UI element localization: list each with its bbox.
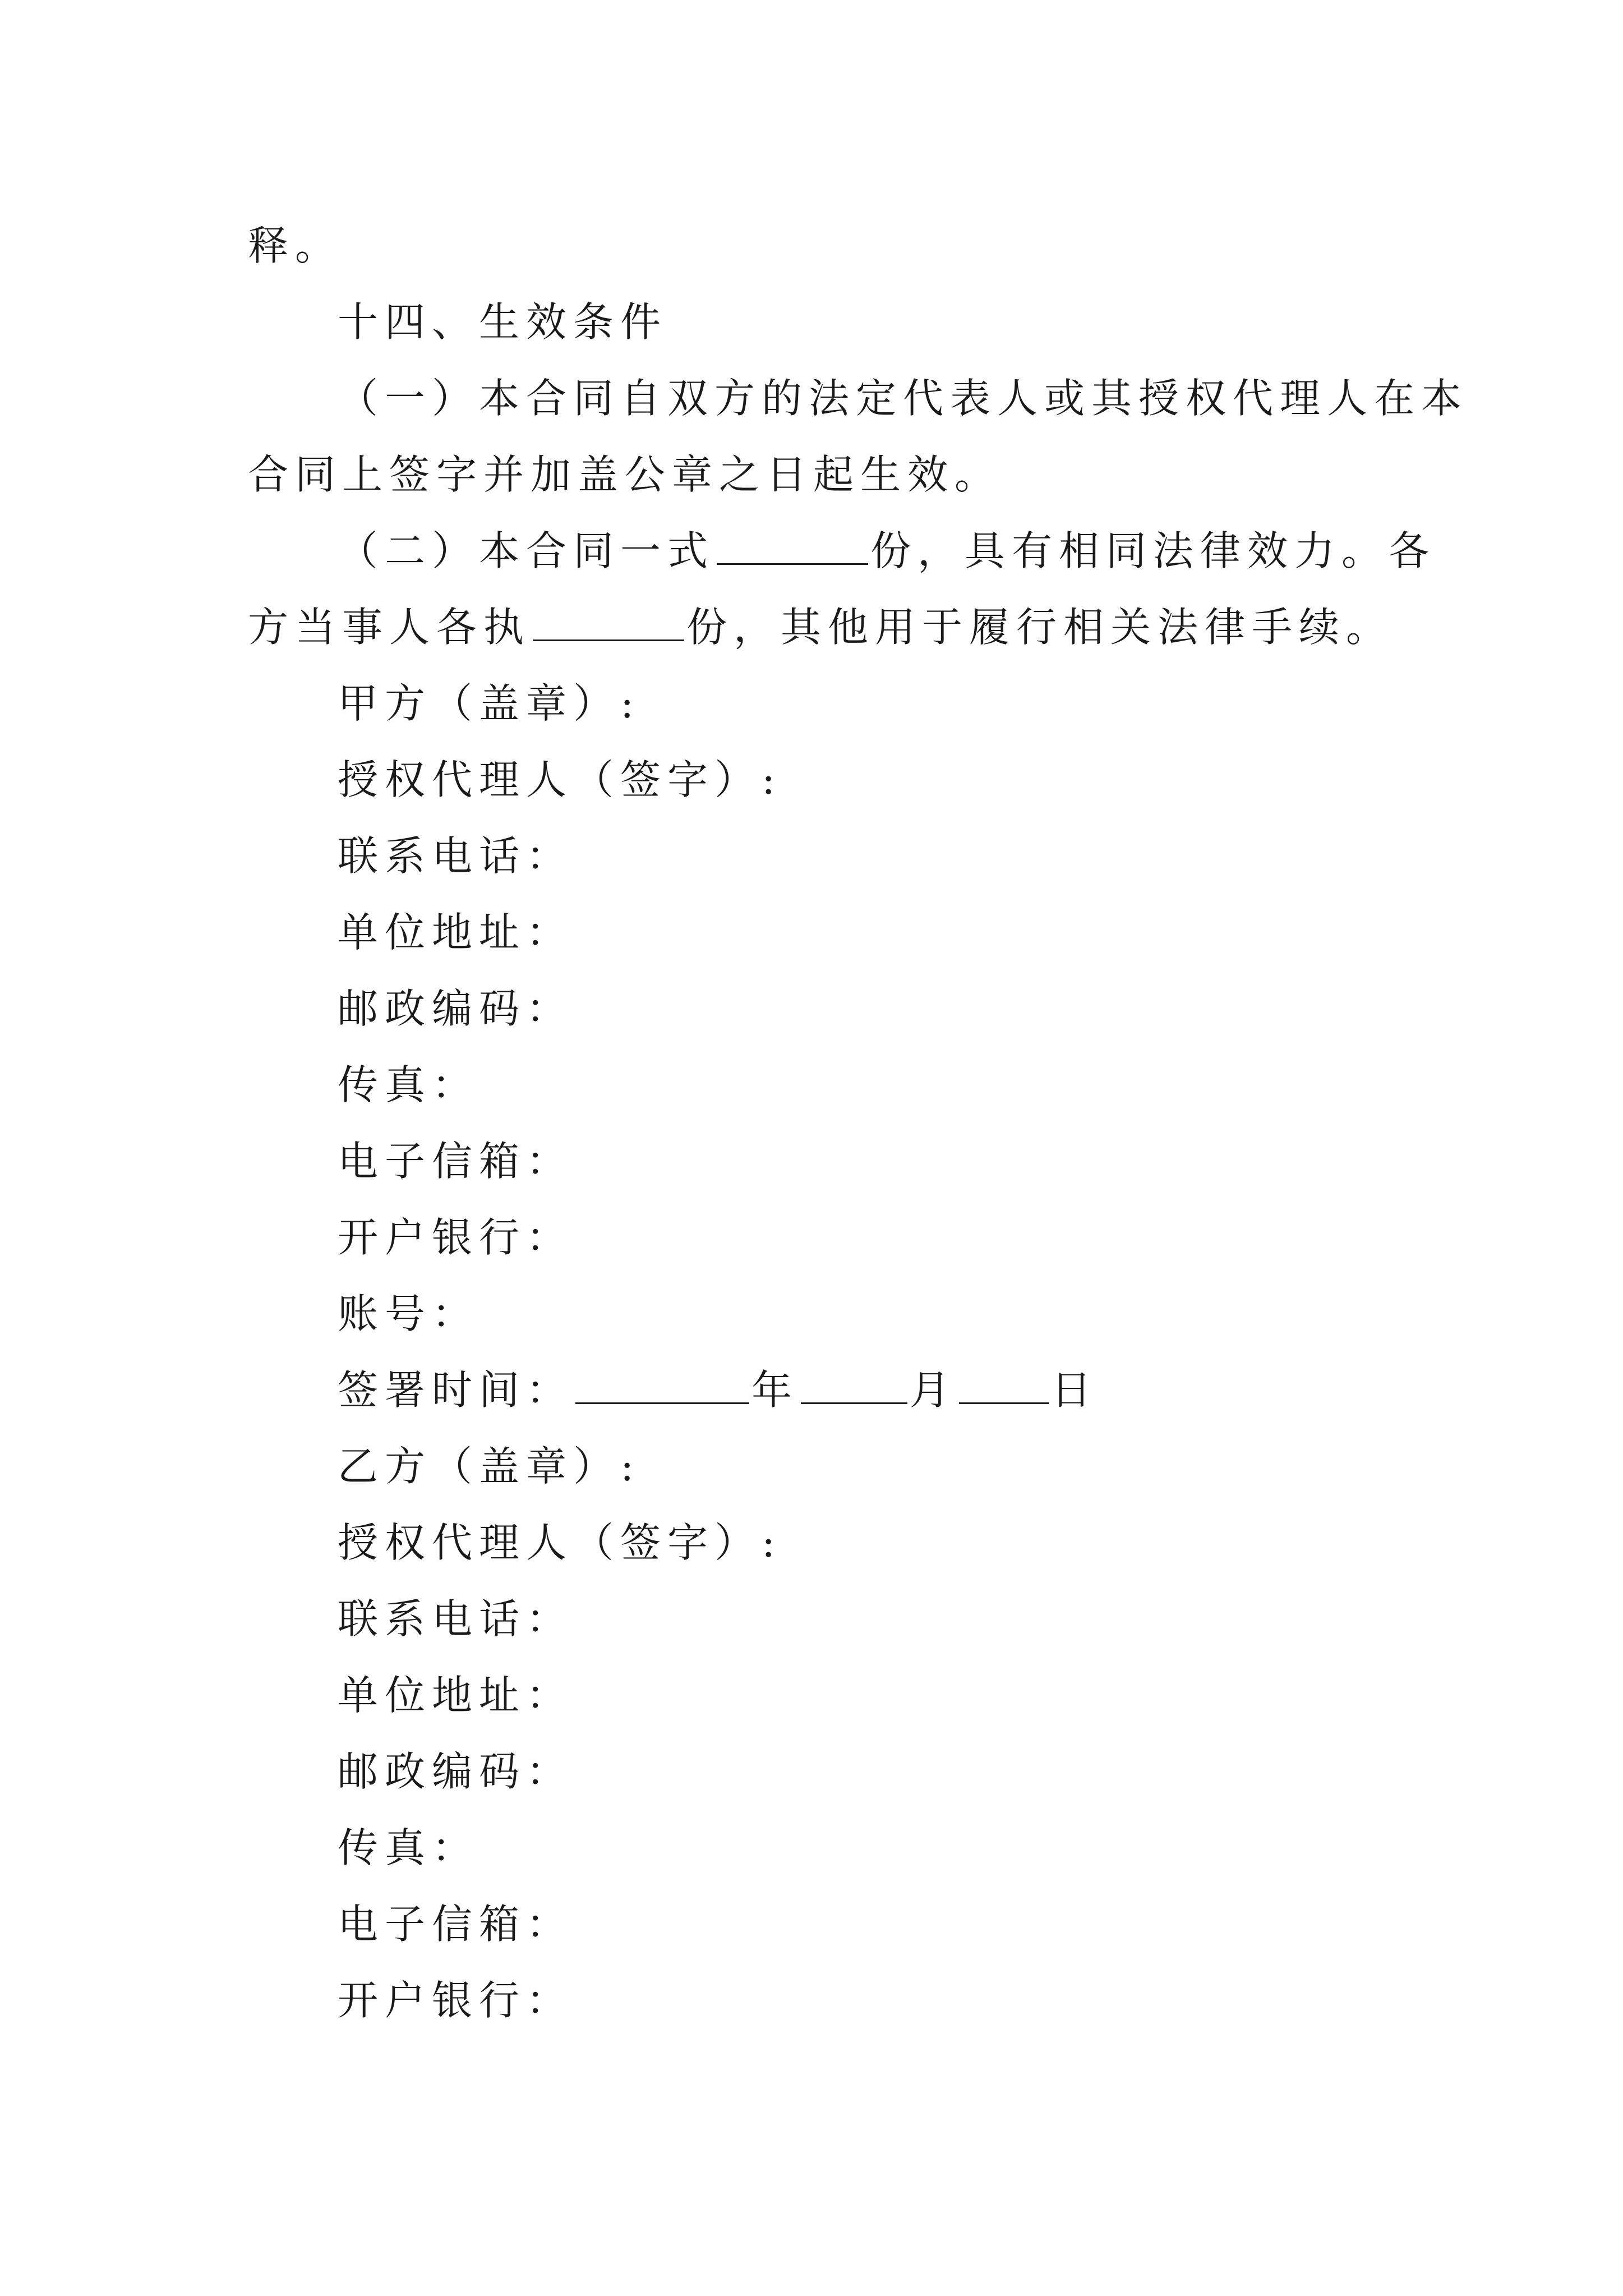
party-b-email: 电子信箱： xyxy=(338,1901,574,1948)
party-a-title: 甲方（盖章）: xyxy=(338,680,641,727)
clause-2-text-c: 方当事人各执 xyxy=(248,604,531,651)
copies-each-blank[interactable] xyxy=(533,600,684,641)
party-b-address: 单位地址： xyxy=(338,1672,574,1719)
party-a-address: 单位地址： xyxy=(338,909,574,956)
party-a-account: 账号： xyxy=(338,1290,479,1337)
clause-2-text-d: 份，其他用于履行相关法律手续。 xyxy=(686,604,1394,651)
clause-2-text-b: 份，具有相同法律效力。各 xyxy=(870,527,1436,574)
sign-date-label: 签署时间： xyxy=(338,1366,574,1414)
party-b-fax: 传真： xyxy=(338,1824,479,1871)
month-label: 月 xyxy=(910,1366,957,1414)
party-a-sign-date xyxy=(248,1352,1392,1428)
party-b-title: 乙方（盖章）: xyxy=(338,1443,641,1490)
day-label: 日 xyxy=(1051,1366,1099,1414)
party-a-email: 电子信箱： xyxy=(338,1138,574,1185)
month-blank[interactable] xyxy=(801,1363,907,1404)
party-a-agent: 授权代理人（签字）: xyxy=(338,756,782,803)
party-b-bank: 开户银行： xyxy=(338,1977,574,2024)
clause-2-line-2 xyxy=(248,589,1392,665)
party-a-bank: 开户银行： xyxy=(338,1214,574,1261)
party-b-phone: 联系电话： xyxy=(338,1595,574,1642)
year-label: 年 xyxy=(751,1366,799,1414)
continued-text: 释。 xyxy=(248,222,343,269)
clause-1-line-1: （一）本合同自双方的法定代表人或其授权代理人在本 xyxy=(338,375,1469,422)
party-b-agent: 授权代理人（签字）: xyxy=(338,1519,782,1566)
day-blank[interactable] xyxy=(959,1363,1049,1404)
copies-total-blank[interactable] xyxy=(717,524,868,565)
party-a-fax: 传真： xyxy=(338,1061,479,1108)
party-b-postal-code: 邮政编码： xyxy=(338,1748,574,1795)
party-a-phone: 联系电话： xyxy=(338,832,574,880)
clause-2-line-1 xyxy=(248,513,1436,589)
clause-2-text-a: （二）本合同一式 xyxy=(338,527,715,574)
party-a-postal-code: 邮政编码： xyxy=(338,985,574,1032)
document-body xyxy=(248,208,1469,2039)
clause-1-line-2: 合同上签字并加盖公章之日起生效。 xyxy=(248,451,1002,498)
section-heading: 十四、生效条件 xyxy=(338,298,668,346)
year-blank[interactable] xyxy=(575,1363,749,1404)
